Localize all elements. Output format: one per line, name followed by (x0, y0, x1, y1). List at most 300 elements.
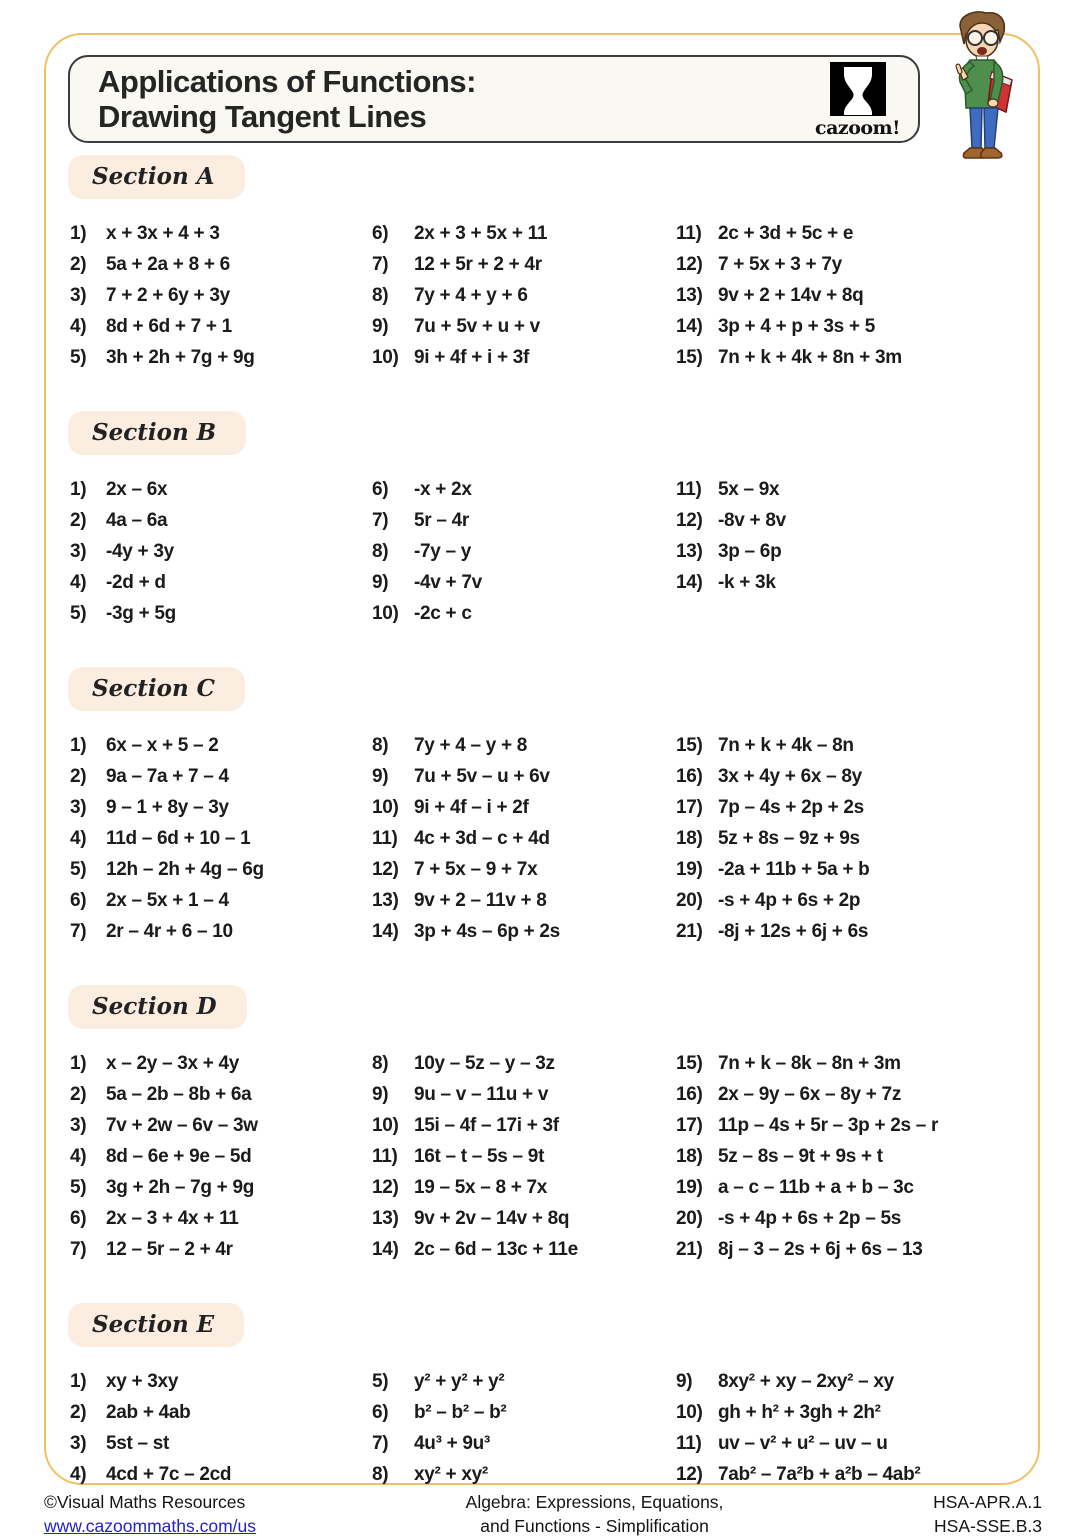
problem-expression: 9 – 1 + 8y – 3y (106, 797, 229, 818)
problem-item (372, 921, 676, 943)
problem-expression: 8d + 6d + 7 + 1 (106, 316, 232, 337)
section-header (68, 985, 247, 1029)
problem-expression: 7n + k – 8k – 8n + 3m (718, 1053, 901, 1074)
problem-expression: -4y + 3y (106, 541, 174, 562)
problem-item (372, 316, 676, 338)
section-header (68, 667, 245, 711)
problem-item (676, 797, 1016, 819)
problem-item (372, 859, 676, 881)
problem-item (676, 347, 1016, 369)
problem-number: 5) (70, 1177, 87, 1198)
problem-item (676, 1239, 1016, 1261)
footer-website-link[interactable]: www.cazoommaths.com/us (44, 1515, 257, 1536)
problem-number: 2) (70, 510, 87, 531)
problem-item (676, 921, 1016, 943)
problem-item (372, 1084, 676, 1106)
problem-number: 9) (372, 572, 389, 593)
section-label: Section C (92, 675, 215, 702)
problem-column (372, 735, 676, 952)
problem-item (372, 603, 676, 625)
problem-expression: -2d + d (106, 572, 166, 593)
problem-number: 12) (676, 254, 703, 275)
problem-expression: 9a – 7a + 7 – 4 (106, 766, 229, 787)
problem-item (372, 1464, 676, 1486)
problem-number: 12) (372, 1177, 399, 1198)
section-columns (68, 223, 1016, 378)
problem-expression: 7 + 2 + 6y + 3y (106, 285, 230, 306)
problem-item (676, 1402, 1016, 1424)
problem-expression: 19 – 5x – 8 + 7x (414, 1177, 548, 1198)
problem-number: 5) (70, 603, 87, 624)
problem-column (372, 223, 676, 378)
problem-number: 5) (372, 1371, 389, 1392)
cazoom-logo (815, 62, 900, 139)
problem-item (676, 572, 1016, 594)
problem-expression: 9i + 4f + i + 3f (414, 347, 530, 368)
problem-expression: 8j – 3 – 2s + 6j + 6s – 13 (718, 1239, 923, 1260)
footer-credits (44, 1491, 256, 1538)
problem-item (676, 828, 1016, 850)
problem-number: 11) (676, 223, 702, 244)
section (68, 155, 1016, 378)
problem-expression: 5a – 2b – 8b + 6a (106, 1084, 252, 1105)
section-columns (68, 479, 1016, 634)
footer-topic (466, 1491, 724, 1538)
problem-item (676, 285, 1016, 307)
problem-column (676, 223, 1016, 378)
problem-number: 7) (372, 254, 389, 275)
problem-item (676, 479, 1016, 501)
problem-item (372, 735, 676, 757)
section-columns (68, 1371, 1016, 1495)
problem-item (372, 223, 676, 245)
problem-number: 13) (676, 541, 703, 562)
problem-item (372, 254, 676, 276)
section-label: Section A (92, 163, 215, 190)
problem-number: 16) (676, 1084, 703, 1105)
problem-item (372, 1177, 676, 1199)
problem-expression: 4c + 3d – c + 4d (414, 828, 550, 849)
problem-number: 2) (70, 1402, 87, 1423)
problem-item (70, 1208, 372, 1230)
problem-item (676, 1464, 1016, 1486)
problem-expression: gh + h² + 3gh + 2h² (718, 1402, 881, 1423)
problem-number: 3) (70, 1433, 87, 1454)
problem-number: 14) (372, 1239, 399, 1260)
problem-item (70, 1053, 372, 1075)
page-title-line2: Drawing Tangent Lines (98, 99, 427, 134)
problem-expression: -3g + 5g (106, 603, 176, 624)
problem-item (372, 1115, 676, 1137)
problem-number: 21) (676, 921, 703, 942)
problem-expression: 5r – 4r (414, 510, 469, 531)
problem-number: 13) (372, 890, 399, 911)
problem-number: 6) (372, 223, 389, 244)
problem-item (372, 766, 676, 788)
problem-expression: 5st – st (106, 1433, 170, 1454)
problem-number: 5) (70, 347, 87, 368)
problem-item (70, 510, 372, 532)
problem-item (676, 541, 1016, 563)
problem-item (372, 572, 676, 594)
problem-expression: -s + 4p + 6s + 2p – 5s (718, 1208, 901, 1229)
problem-expression: 12 + 5r + 2 + 4r (414, 254, 542, 275)
problem-number: 11) (676, 479, 702, 500)
problem-expression: 15i – 4f – 17i + 3f (414, 1115, 559, 1136)
problem-item (676, 316, 1016, 338)
problem-expression: xy² + xy² (414, 1464, 488, 1485)
problem-expression: 3p + 4s – 6p + 2s (414, 921, 560, 942)
problem-expression: 8xy² + xy – 2xy² – xy (718, 1371, 894, 1392)
problem-item (70, 766, 372, 788)
worksheet-frame (44, 33, 1040, 1485)
problem-expression: a – c – 11b + a + b – 3c (718, 1177, 914, 1198)
problem-number: 1) (70, 735, 87, 756)
problem-item (676, 735, 1016, 757)
problem-item (676, 1177, 1016, 1199)
problem-number: 10) (372, 1115, 399, 1136)
problem-item (70, 603, 372, 625)
problem-number: 12) (676, 1464, 703, 1485)
problem-expression: xy + 3xy (106, 1371, 179, 1392)
problem-expression: -x + 2x (414, 479, 472, 500)
problem-number: 9) (676, 1371, 693, 1392)
problem-number: 8) (372, 541, 389, 562)
problem-column (676, 735, 1016, 952)
problem-number: 12) (372, 859, 399, 880)
problem-item (676, 766, 1016, 788)
problem-item (372, 347, 676, 369)
problem-item (70, 859, 372, 881)
problem-expression: 4a – 6a (106, 510, 168, 531)
problem-number: 3) (70, 797, 87, 818)
problem-expression: -4v + 7v (414, 572, 482, 593)
problem-number: 20) (676, 1208, 703, 1229)
problem-item (70, 828, 372, 850)
problem-item (676, 1084, 1016, 1106)
problem-expression: 4u³ + 9u³ (414, 1433, 490, 1454)
problem-item (372, 1433, 676, 1455)
footer-topic-line1: Algebra: Expressions, Equations, (465, 1492, 724, 1512)
section-columns (68, 1053, 1016, 1270)
problem-number: 9) (372, 766, 389, 787)
problem-expression: -8v + 8v (718, 510, 786, 531)
problem-item (676, 254, 1016, 276)
problem-number: 15) (676, 1053, 703, 1074)
problem-number: 1) (70, 479, 87, 500)
problem-number: 5) (70, 859, 87, 880)
problem-number: 13) (676, 285, 703, 306)
problem-number: 2) (70, 1084, 87, 1105)
problem-item (372, 1053, 676, 1075)
problem-item (676, 890, 1016, 912)
problem-expression: 11d – 6d + 10 – 1 (106, 828, 251, 849)
problem-item (70, 921, 372, 943)
section-header (68, 155, 245, 199)
problem-number: 6) (372, 479, 389, 500)
problem-number: 8) (372, 735, 389, 756)
problem-expression: 3x + 4y + 6x – 8y (718, 766, 862, 787)
problem-item (372, 479, 676, 501)
problem-expression: 2c + 3d + 5c + e (718, 223, 854, 244)
problem-number: 2) (70, 254, 87, 275)
section (68, 667, 1016, 952)
problem-column (70, 1053, 372, 1270)
problem-expression: 7n + k + 4k + 8n + 3m (718, 347, 902, 368)
problem-number: 3) (70, 1115, 87, 1136)
problem-expression: x + 3x + 4 + 3 (106, 223, 220, 244)
footer-topic-line2: and Functions - Simplification (480, 1515, 709, 1536)
problem-expression: 3h + 2h + 7g + 9g (106, 347, 255, 368)
problem-number: 4) (70, 1464, 87, 1485)
problem-number: 7) (372, 510, 389, 531)
problem-number: 17) (676, 1115, 703, 1136)
problem-number: 1) (70, 1371, 87, 1392)
problem-column (676, 479, 1016, 634)
problem-number: 11) (372, 828, 398, 849)
problem-expression: -s + 4p + 6s + 2p (718, 890, 861, 911)
problem-expression: 7 + 5x + 3 + 7y (718, 254, 842, 275)
problem-expression: 3g + 2h – 7g + 9g (106, 1177, 255, 1198)
problem-number: 18) (676, 828, 703, 849)
problem-number: 4) (70, 828, 87, 849)
problem-item (70, 1464, 372, 1486)
problem-expression: 11p – 4s + 5r – 3p + 2s – r (718, 1115, 939, 1136)
problem-item (70, 572, 372, 594)
problem-expression: 7 + 5x – 9 + 7x (414, 859, 538, 880)
drum-icon (830, 62, 886, 116)
problem-number: 10) (372, 797, 399, 818)
footer-standard-2: HSA-SSE.B.3 (934, 1515, 1042, 1536)
section (68, 985, 1016, 1270)
problem-item (676, 1053, 1016, 1075)
problem-number: 10) (372, 603, 399, 624)
problem-number: 9) (372, 316, 389, 337)
problem-number: 10) (676, 1402, 703, 1423)
problem-expression: 7p – 4s + 2p + 2s (718, 797, 864, 818)
problem-number: 7) (70, 921, 87, 942)
title-box (68, 55, 920, 143)
problem-item (372, 890, 676, 912)
section-label: Section B (92, 419, 217, 446)
problem-expression: 9v + 2v – 14v + 8q (414, 1208, 570, 1229)
problem-expression: 2x + 3 + 5x + 11 (414, 223, 548, 244)
problem-item (70, 479, 372, 501)
problem-number: 4) (70, 316, 87, 337)
problem-item (372, 1402, 676, 1424)
problem-number: 4) (70, 572, 87, 593)
problem-item (372, 285, 676, 307)
problem-expression: 7y + 4 – y + 8 (414, 735, 528, 756)
problem-column (676, 1053, 1016, 1270)
problem-expression: 9v + 2 + 14v + 8q (718, 285, 864, 306)
problem-item (70, 1146, 372, 1168)
problem-expression: uv – v² + u² – uv – u (718, 1433, 888, 1454)
problem-item (372, 1371, 676, 1393)
problem-number: 10) (372, 347, 399, 368)
problem-expression: 5a + 2a + 8 + 6 (106, 254, 230, 275)
section-columns (68, 735, 1016, 952)
problem-expression: 7ab² – 7a²b + a²b – 4ab² (718, 1464, 921, 1485)
problem-number: 14) (676, 316, 703, 337)
problem-item (70, 1433, 372, 1455)
problem-expression: -7y – y (414, 541, 472, 562)
problem-column (70, 1371, 372, 1495)
section-label: Section E (92, 1311, 215, 1338)
problem-expression: 9i + 4f – i + 2f (414, 797, 529, 818)
problem-expression: 10y – 5z – y – 3z (414, 1053, 555, 1074)
problem-number: 18) (676, 1146, 703, 1167)
problem-column (70, 735, 372, 952)
problem-expression: 2c – 6d – 13c + 11e (414, 1239, 578, 1260)
problem-item (372, 797, 676, 819)
problem-expression: 2x – 3 + 4x + 11 (106, 1208, 239, 1229)
problem-item (70, 347, 372, 369)
problem-expression: 9v + 2 – 11v + 8 (414, 890, 547, 911)
problem-number: 15) (676, 347, 703, 368)
problem-expression: x – 2y – 3x + 4y (106, 1053, 240, 1074)
problem-item (70, 797, 372, 819)
problem-item (676, 859, 1016, 881)
problem-number: 6) (372, 1402, 389, 1423)
problem-expression: 2x – 6x (106, 479, 168, 500)
problem-number: 1) (70, 223, 87, 244)
section-header (68, 1303, 244, 1347)
problem-item (372, 1146, 676, 1168)
problem-column (676, 1371, 1016, 1495)
problem-expression: b² – b² – b² (414, 1402, 507, 1423)
problem-expression: 12 – 5r – 2 + 4r (106, 1239, 233, 1260)
problem-item (372, 1208, 676, 1230)
problem-item (676, 1146, 1016, 1168)
problem-number: 14) (372, 921, 399, 942)
footer-standards (933, 1491, 1042, 1538)
problem-item (676, 1433, 1016, 1455)
problem-expression: 2x – 5x + 1 – 4 (106, 890, 229, 911)
teacher-illustration (930, 8, 1032, 170)
problem-expression: 7u + 5v – u + 6v (414, 766, 550, 787)
problem-number: 3) (70, 285, 87, 306)
problem-expression: 4cd + 7c – 2cd (106, 1464, 232, 1485)
problem-item (70, 1371, 372, 1393)
problem-expression: 2x – 9y – 6x – 8y + 7z (718, 1084, 902, 1105)
problem-expression: 3p – 6p (718, 541, 782, 562)
problem-number: 12) (676, 510, 703, 531)
problem-number: 19) (676, 859, 703, 880)
problem-column (70, 479, 372, 634)
problem-item (70, 1084, 372, 1106)
problem-expression: 5z – 8s – 9t + 9s + t (718, 1146, 883, 1167)
problem-number: 19) (676, 1177, 703, 1198)
problem-column (372, 1371, 676, 1495)
problem-item (70, 1402, 372, 1424)
problem-item (70, 285, 372, 307)
problem-expression: 16t – t – 5s – 9t (414, 1146, 545, 1167)
problem-expression: 5z + 8s – 9z + 9s (718, 828, 860, 849)
problem-number: 21) (676, 1239, 703, 1260)
problem-item (676, 1208, 1016, 1230)
problem-expression: 2r – 4r + 6 – 10 (106, 921, 233, 942)
problem-expression: y² + y² + y² (414, 1371, 505, 1392)
problem-item (372, 541, 676, 563)
cazoom-logo-text: cazoom! (815, 116, 900, 139)
problem-number: 6) (70, 1208, 87, 1229)
problem-number: 13) (372, 1208, 399, 1229)
section (68, 1303, 1016, 1495)
problem-number: 9) (372, 1084, 389, 1105)
problem-item (70, 541, 372, 563)
problem-number: 8) (372, 1464, 389, 1485)
section-header (68, 411, 246, 455)
problem-column (372, 479, 676, 634)
problem-column (70, 223, 372, 378)
problem-item (372, 510, 676, 532)
section (68, 411, 1016, 634)
problem-number: 20) (676, 890, 703, 911)
problem-number: 15) (676, 735, 703, 756)
problem-item (70, 1115, 372, 1137)
problem-item (676, 510, 1016, 532)
page-footer (44, 1491, 1042, 1538)
problem-expression: 5x – 9x (718, 479, 780, 500)
problem-number: 8) (372, 285, 389, 306)
problem-number: 14) (676, 572, 703, 593)
problem-expression: -2a + 11b + 5a + b (718, 859, 870, 880)
problem-item (70, 223, 372, 245)
problem-item (70, 1177, 372, 1199)
problem-item (676, 223, 1016, 245)
problem-item (372, 1239, 676, 1261)
problem-expression: 9u – v – 11u + v (414, 1084, 549, 1105)
problem-number: 7) (70, 1239, 87, 1260)
problem-item (70, 1239, 372, 1261)
problem-number: 6) (70, 890, 87, 911)
problem-number: 17) (676, 797, 703, 818)
page-title-line1: Applications of Functions: (98, 63, 476, 99)
problem-expression: 8d – 6e + 9e – 5d (106, 1146, 252, 1167)
problem-number: 16) (676, 766, 703, 787)
problem-item (70, 254, 372, 276)
sections (68, 155, 1016, 1495)
problem-expression: 6x – x + 5 – 2 (106, 735, 219, 756)
problem-number: 7) (372, 1433, 389, 1454)
problem-item (70, 735, 372, 757)
problem-expression: -8j + 12s + 6j + 6s (718, 921, 869, 942)
page-title (98, 64, 476, 135)
problem-item (676, 1371, 1016, 1393)
problem-expression: 12h – 2h + 4g – 6g (106, 859, 264, 880)
problem-item (676, 1115, 1016, 1137)
problem-expression: 3p + 4 + p + 3s + 5 (718, 316, 875, 337)
footer-copyright: ©Visual Maths Resources (44, 1492, 246, 1512)
problem-number: 8) (372, 1053, 389, 1074)
problem-item (70, 316, 372, 338)
problem-column (372, 1053, 676, 1270)
problem-number: 2) (70, 766, 87, 787)
problem-item (70, 890, 372, 912)
problem-expression: -k + 3k (718, 572, 776, 593)
problem-expression: 7v + 2w – 6v – 3w (106, 1115, 258, 1136)
problem-number: 11) (372, 1146, 398, 1167)
problem-expression: -2c + c (414, 603, 472, 624)
problem-expression: 2ab + 4ab (106, 1402, 191, 1423)
footer-standard-1: HSA-APR.A.1 (933, 1492, 1042, 1512)
problem-expression: 7u + 5v + u + v (414, 316, 540, 337)
section-label: Section D (92, 993, 217, 1020)
problem-number: 1) (70, 1053, 87, 1074)
problem-number: 11) (676, 1433, 702, 1454)
problem-item (372, 828, 676, 850)
